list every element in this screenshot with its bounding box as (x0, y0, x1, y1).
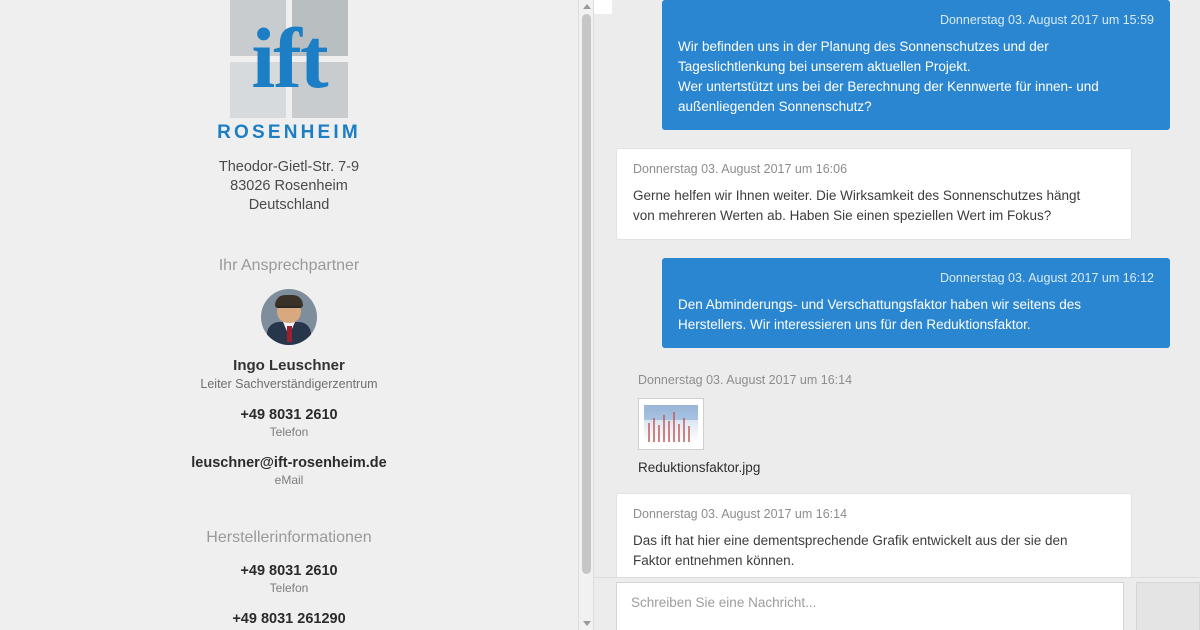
address-line-city: 83026 Rosenheim (230, 178, 348, 194)
message-bubble-incoming (616, 493, 1132, 585)
manufacturer-phone-label: Telefon (269, 581, 309, 595)
manufacturer-fax-block (0, 611, 578, 627)
logo-subtitle: ROSENHEIM (217, 122, 361, 143)
contact-role: Leiter Sachverständigerzentrum (200, 377, 378, 391)
contact-name: Ingo Leuschner (233, 357, 345, 374)
avatar (261, 289, 317, 345)
message-line: Tageslichtlenkung bei unserem aktuellen Projekt. (678, 59, 971, 74)
contact-email-label: eMail (274, 473, 304, 487)
message-line: Den Abminderungs- und Verschattungsfaktor haben wir seitens des (678, 297, 1081, 312)
message-line: Gerne helfen wir Ihnen weiter. Die Wirksamkeit des Sonnenschutzes hängt (633, 188, 1081, 203)
logo-wordmark: ift (251, 10, 327, 106)
chevron-up-icon[interactable] (583, 4, 591, 9)
manufacturer-phone-value[interactable]: +49 8031 2610 (240, 563, 338, 579)
avatar-glasses (277, 306, 301, 314)
message-timestamp: Donnerstag 03. August 2017 um 16:14 (638, 373, 853, 387)
message-attachment (616, 366, 1132, 475)
contact-phone-block (0, 407, 578, 439)
contact-email-value[interactable]: leuschner@ift-rosenheim.de (191, 455, 387, 471)
address-line-country: Deutschland (248, 197, 330, 213)
message-line: Das ift hat hier eine dementsprechende Grafik entwickelt aus der sie den (633, 533, 1068, 548)
message-line: Faktor entnehmen können. (633, 553, 795, 568)
scrollbar-vertical[interactable] (578, 0, 594, 630)
contact-phone-value[interactable]: +49 8031 2610 (240, 407, 338, 423)
message-timestamp: Donnerstag 03. August 2017 um 15:59 (939, 13, 1154, 27)
message-composer (594, 578, 1200, 630)
send-button[interactable] (1136, 582, 1200, 630)
address-line-street: Theodor-Gietl-Str. 7-9 (218, 159, 360, 175)
message-bubble-incoming (616, 148, 1132, 240)
contact-section-heading: Ihr Ansprechpartner (218, 257, 360, 274)
message-line: Wir befinden uns in der Planung des Sonnenschutzes und der (678, 39, 1049, 54)
ift-logo-icon (230, 0, 348, 118)
message-line: von mehreren Werten ab. Haben Sie einen speziellen Wert im Fokus? (633, 208, 1052, 223)
chat-pane (594, 0, 1200, 630)
scrollbar-thumb[interactable] (582, 14, 591, 574)
attachment-filename[interactable]: Reduktionsfaktor.jpg (638, 460, 761, 475)
chart-thumbnail-icon (644, 405, 698, 442)
message-text (678, 37, 1154, 116)
attachment-thumbnail[interactable] (638, 398, 704, 450)
message-text (633, 531, 1115, 570)
message-text (633, 186, 1115, 225)
message-timestamp: Donnerstag 03. August 2017 um 16:12 (939, 271, 1154, 285)
company-address (0, 158, 578, 215)
message-line: Herstellers. Wir interessieren uns für den Reduktionsfaktor. (678, 317, 1031, 332)
message-bubble-outgoing (662, 258, 1170, 348)
manufacturer-fax-value[interactable]: +49 8031 261290 (232, 611, 346, 627)
message-line: außenliegenden Sonnenschutz? (678, 99, 872, 114)
message-text (678, 295, 1154, 334)
message-timestamp: Donnerstag 03. August 2017 um 16:14 (633, 507, 848, 521)
contact-email-block (0, 455, 578, 487)
contact-sidebar (0, 0, 578, 630)
chevron-down-icon[interactable] (583, 621, 591, 626)
company-logo (199, 0, 379, 144)
avatar-tie (287, 326, 292, 342)
manufacturer-phone-block (0, 563, 578, 595)
message-list (594, 0, 1200, 630)
message-timestamp: Donnerstag 03. August 2017 um 16:06 (633, 162, 848, 176)
message-line: Wer untertstützt uns bei der Berechnung der Kennwerte für innen- und (678, 79, 1099, 94)
contact-phone-label: Telefon (269, 425, 309, 439)
message-input[interactable]: Schreiben Sie eine Nachricht... (616, 582, 1124, 630)
manufacturer-section-heading: Herstellerinformationen (206, 529, 372, 546)
message-bubble-outgoing (662, 0, 1170, 130)
